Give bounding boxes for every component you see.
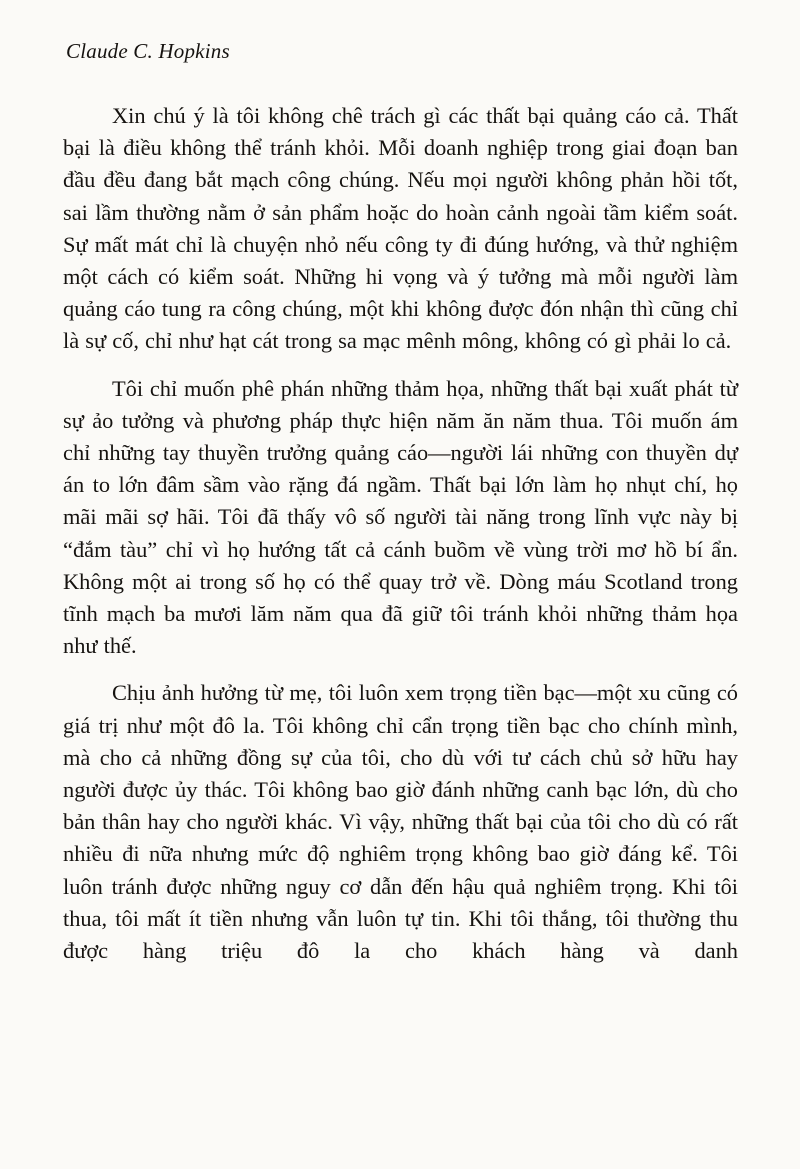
page-body [63, 100, 738, 982]
paragraph-1: Xin chú ý là tôi không chê trách gì các thất bại quảng cáo cả. Thất bại là điều không thể tránh khỏi. Mỗi doanh nghiệp trong giai đoạn ban đầu đều đang bắt mạch công chúng. Nếu mọi người không phản hồi tốt, sai lầm thường nằm ở sản phẩm hoặc do hoàn cảnh ngoài tầm kiểm soát. Sự mất mát chỉ là chuyện nhỏ nếu công ty đi đúng hướng, và thử nghiệm một cách có kiểm soát. Những hi vọng và ý tưởng mà mỗi người làm quảng cáo tung ra công chúng, một khi không được đón nhận thì cũng chỉ là sự cố, chỉ như hạt cát trong sa mạc mênh mông, không có gì phải lo cả. [63, 103, 738, 354]
paragraph-3: Chịu ảnh hưởng từ mẹ, tôi luôn xem trọng tiền bạc—một xu cũng có giá trị như một đô la. Tôi không chỉ cẩn trọng tiền bạc cho chính mình, mà cho cả những đồng sự của tôi, cho dù với tư cách chủ sở hữu hay người được ủy thác. Tôi không bao giờ đánh những canh bạc lớn, dù cho bản thân hay cho người khác. Vì vậy, những thất bại của tôi cho dù có rất nhiều đi nữa nhưng mức độ nghiêm trọng không bao giờ đáng kể. Tôi luôn tránh được những nguy cơ dẫn đến hậu quả nghiêm trọng. Khi tôi thua, tôi mất ít tiền nhưng vẫn luôn tự tin. Khi tôi thắng, tôi thường thu được hàng triệu đô la cho khách hàng và danh [63, 680, 738, 964]
paragraph-2: Tôi chỉ muốn phê phán những thảm họa, những thất bại xuất phát từ sự ảo tưởng và phương pháp thực hiện năm ăn năm thua. Tôi muốn ám chỉ những tay thuyền trưởng quảng cáo—người lái những con thuyền dự án to lớn đâm sầm vào rặng đá ngầm. Thất bại lớn làm họ nhụt chí, họ mãi mãi sợ hãi. Tôi đã thấy vô số người tài năng trong lĩnh vực này bị “đắm tàu” chỉ vì họ hướng tất cả cánh buồm về vùng trời mơ hồ bí ẩn. Không một ai trong số họ có thể quay trở về. Dòng máu Scotland trong tĩnh mạch ba mươi lăm năm qua đã giữ tôi tránh khỏi những thảm họa như thế. [63, 375, 738, 659]
running-header-author: Claude C. Hopkins [66, 39, 230, 63]
